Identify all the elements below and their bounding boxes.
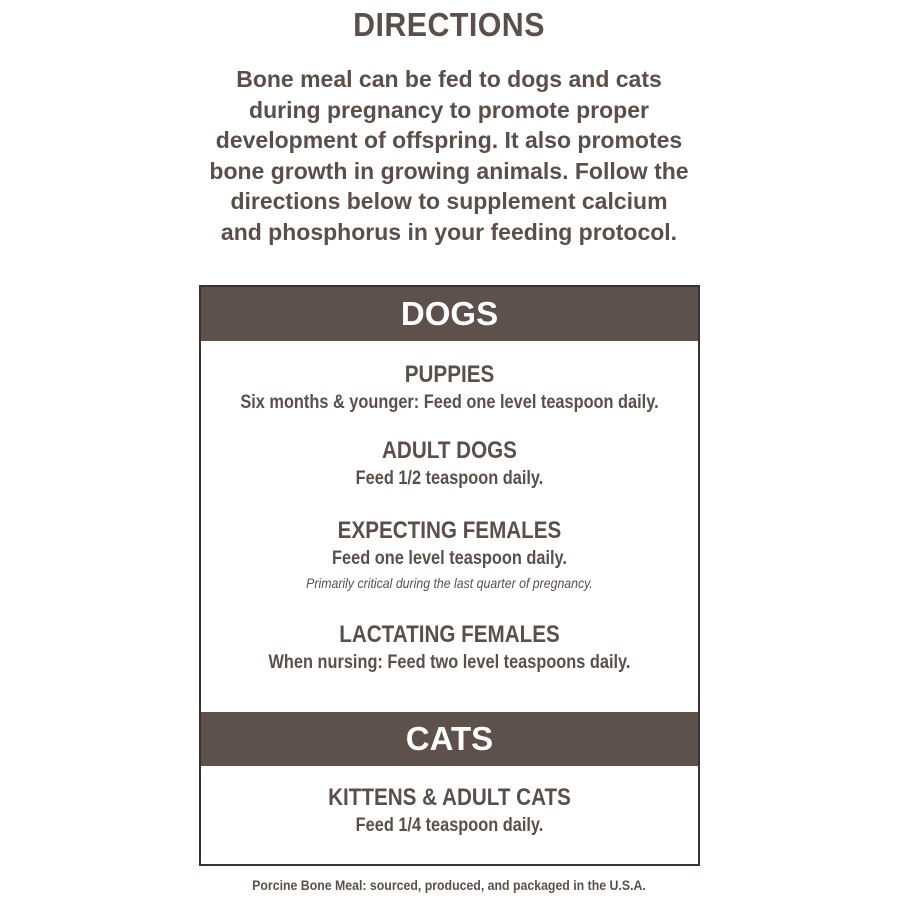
intro-line: bone growth in growing animals. Follow the: [209, 157, 689, 184]
kittens-adult-cats-entry: [201, 783, 698, 839]
dogs-section-header: DOGS: [201, 287, 698, 341]
entry-text: When nursing: Feed two level teaspoons daily.: [268, 652, 631, 673]
entry-title: EXPECTING FEMALES: [337, 517, 562, 544]
intro-line: development of offspring. It also promotes: [215, 127, 683, 153]
feeding-directions-box: [199, 285, 700, 866]
entry-text: Feed one level teaspoon daily.: [332, 548, 567, 569]
entry-text: Feed 1/4 teaspoon daily.: [355, 815, 544, 836]
entry-title: KITTENS & ADULT CATS: [328, 784, 571, 811]
intro-line: during pregnancy to promote proper: [249, 96, 649, 123]
intro-line: Bone meal can be fed to dogs and cats: [236, 66, 662, 92]
puppies-entry: [201, 360, 698, 416]
intro-line: and phosphorus in your feeding protocol.: [220, 218, 678, 245]
entry-title: ADULT DOGS: [382, 437, 517, 464]
lactating-females-entry: [201, 620, 698, 676]
entry-text: Six months & younger: Feed one level teaspoon daily.: [240, 392, 659, 413]
entry-title: PUPPIES: [404, 361, 495, 388]
intro-line: directions below to supplement calcium: [230, 188, 668, 214]
entry-text: Feed 1/2 teaspoon daily.: [355, 468, 544, 489]
cats-section-header: CATS: [201, 712, 698, 766]
expecting-females-entry: [201, 516, 698, 594]
intro-paragraph: [150, 64, 748, 247]
page-title: DIRECTIONS: [353, 6, 545, 43]
adult-dogs-entry: [201, 436, 698, 492]
footer-note: Porcine Bone Meal: sourced, produced, and packaged in the U.S.A.: [252, 877, 646, 893]
entry-note: Primarily critical during the last quarter of pregnancy.: [306, 575, 593, 591]
entry-title: LACTATING FEMALES: [339, 621, 560, 648]
